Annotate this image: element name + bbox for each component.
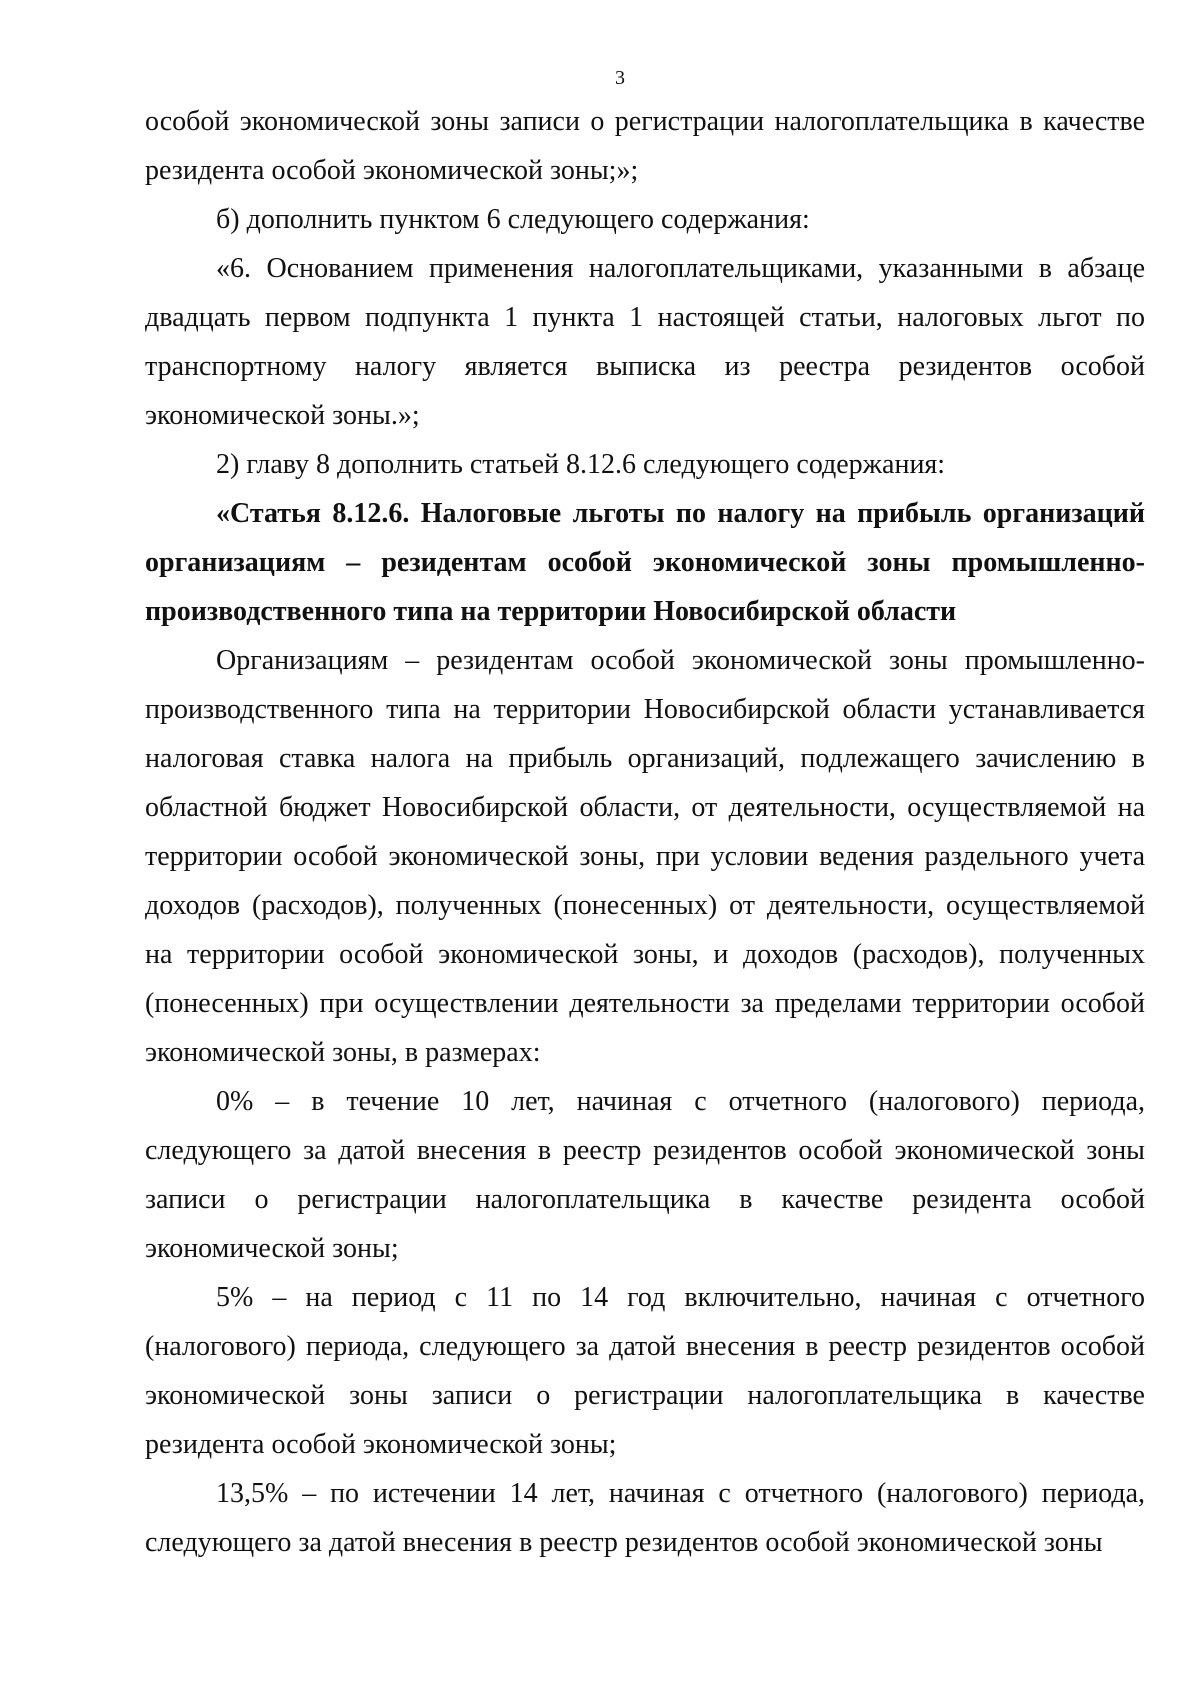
article-heading: «Статья 8.12.6. Налоговые льготы по налогу на прибыль организаций организациям – резидентам особой экономической зоны промышленно-производственного типа на территории Новосибирской области: [145, 498, 1145, 627]
paragraph-rate-13-5: 13,5% – по истечении 14 лет, начиная с отчетного (налогового) периода, следующего за датой внесения в реестр резидентов особой экономической зоны: [145, 1478, 1145, 1558]
paragraph-rate-0: 0% – в течение 10 лет, начиная с отчетного (налогового) периода, следующего за датой внесения в реестр резидентов особой экономической зоны записи о регистрации налогоплательщика в качестве резидента особой экономической зоны;: [145, 1086, 1145, 1264]
paragraph-continuation: особой экономической зоны записи о регистрации налогоплательщика в качестве резидента особой экономической зоны;»;: [145, 106, 1145, 186]
page-number: 3: [615, 67, 625, 89]
paragraph-item-2: 2) главу 8 дополнить статьей 8.12.6 следующего содержания:: [216, 449, 946, 480]
paragraph-rate-5: 5% – на период с 11 по 14 год включительно, начиная с отчетного (налогового) периода, следующего за датой внесения в реестр резидентов особой экономической зоны записи о регистрации налогоплательщика в качестве резидента особой экономической зоны;: [145, 1282, 1145, 1460]
paragraph-subitem-b: б) дополнить пунктом 6 следующего содержания:: [216, 204, 810, 235]
document-body: [145, 97, 1145, 1567]
paragraph-article-body: Организациям – резидентам особой экономической зоны промышленно-производственного типа на территории Новосибирской области устанавливается налоговая ставка налога на прибыль организаций, подлежащего зачислению в областной бюджет Новосибирской области, от деятельности, осуществляемой на территории особой экономической зоны, при условии ведения раздельного учета доходов (расходов), полученных (понесенных) от деятельности, осуществляемой на территории особой экономической зоны, и доходов (расходов), полученных (понесенных) при осуществлении деятельности за пределами территории особой экономической зоны, в размерах:: [145, 645, 1145, 1068]
paragraph-point-6: «6. Основанием применения налогоплательщиками, указанными в абзаце двадцать первом подпункта 1 пункта 1 настоящей статьи, налоговых льгот по транспортному налогу является выписка из реестра резидентов особой экономической зоны.»;: [145, 253, 1145, 431]
